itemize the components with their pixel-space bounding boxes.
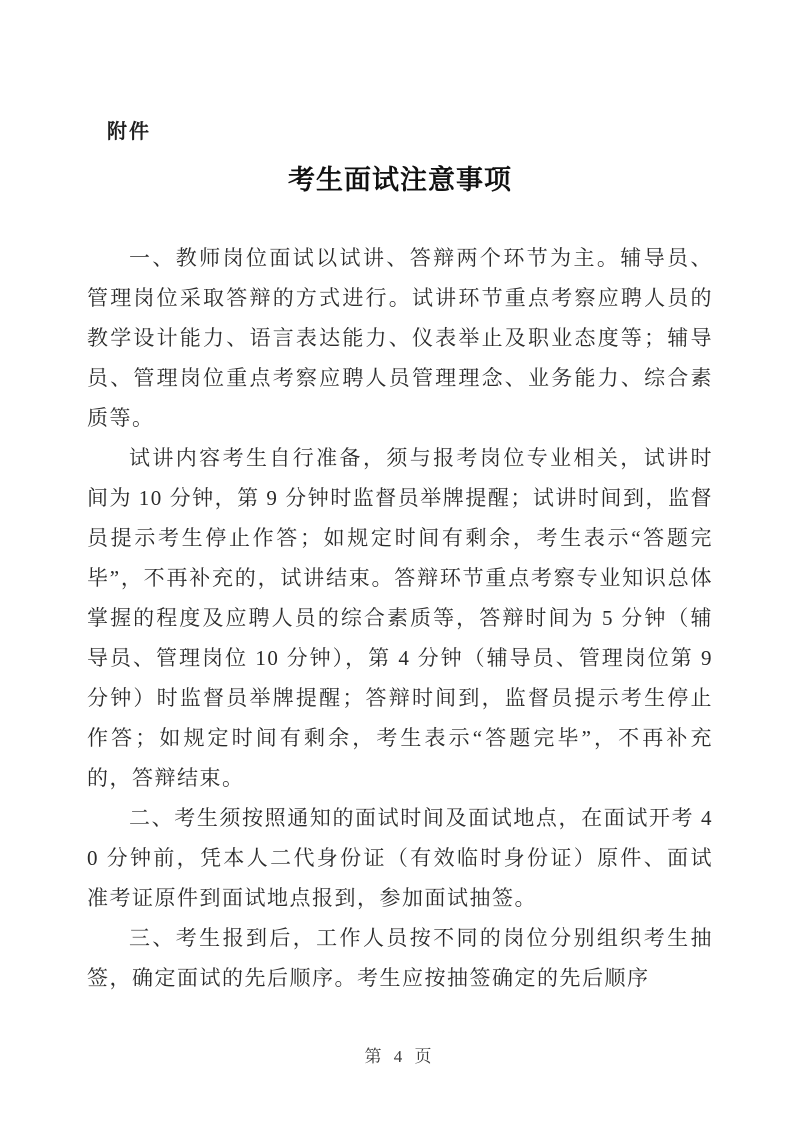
page-number: 第 4 页 bbox=[364, 1047, 436, 1066]
body-paragraph-3: 二、考生须按照通知的面试时间及面试地点，在面试开考 40 分钟前，凭本人二代身份证（有效临时身份证）原件、面试准考证原件到面试地点报到，参加面试抽签。 bbox=[87, 806, 713, 910]
body-paragraph-2: 试讲内容考生自行准备，须与报考岗位专业相关，试讲时间为 10 分钟，第 9 分钟时监督员举牌提醒；试讲时间到，监督员提示考生停止作答；如规定时间有剩余，考生表示“答题完毕”，不再补充的，试讲结束。答辩环节重点考察专业知识总体掌握的程度及应聘人员的综合素质等，答辩时间为 5 分钟（辅导员、管理岗位 10 分钟），第 4 分钟（辅导员、管理岗位第 9 分钟）时监督员举牌提醒；答辩时间到，监督员提示考生停止作答；如规定时间有剩余，考生表示“答题完毕”，不再补充的，答辩结束。 bbox=[87, 446, 713, 790]
attachment-label: 附件 bbox=[107, 121, 151, 143]
document-title: 考生面试注意事项 bbox=[288, 165, 512, 195]
body-paragraph-1: 一、教师岗位面试以试讲、答辩两个环节为主。辅导员、管理岗位采取答辩的方式进行。试讲环节重点考察应聘人员的教学设计能力、语言表达能力、仪表举止及职业态度等；辅导员、管理岗位重点考察应聘人员管理理念、业务能力、综合素质等。 bbox=[87, 246, 713, 430]
document-body bbox=[87, 238, 713, 998]
body-paragraph-4: 三、考生报到后，工作人员按不同的岗位分别组织考生抽签，确定面试的先后顺序。考生应按抽签确定的先后顺序 bbox=[87, 926, 713, 990]
